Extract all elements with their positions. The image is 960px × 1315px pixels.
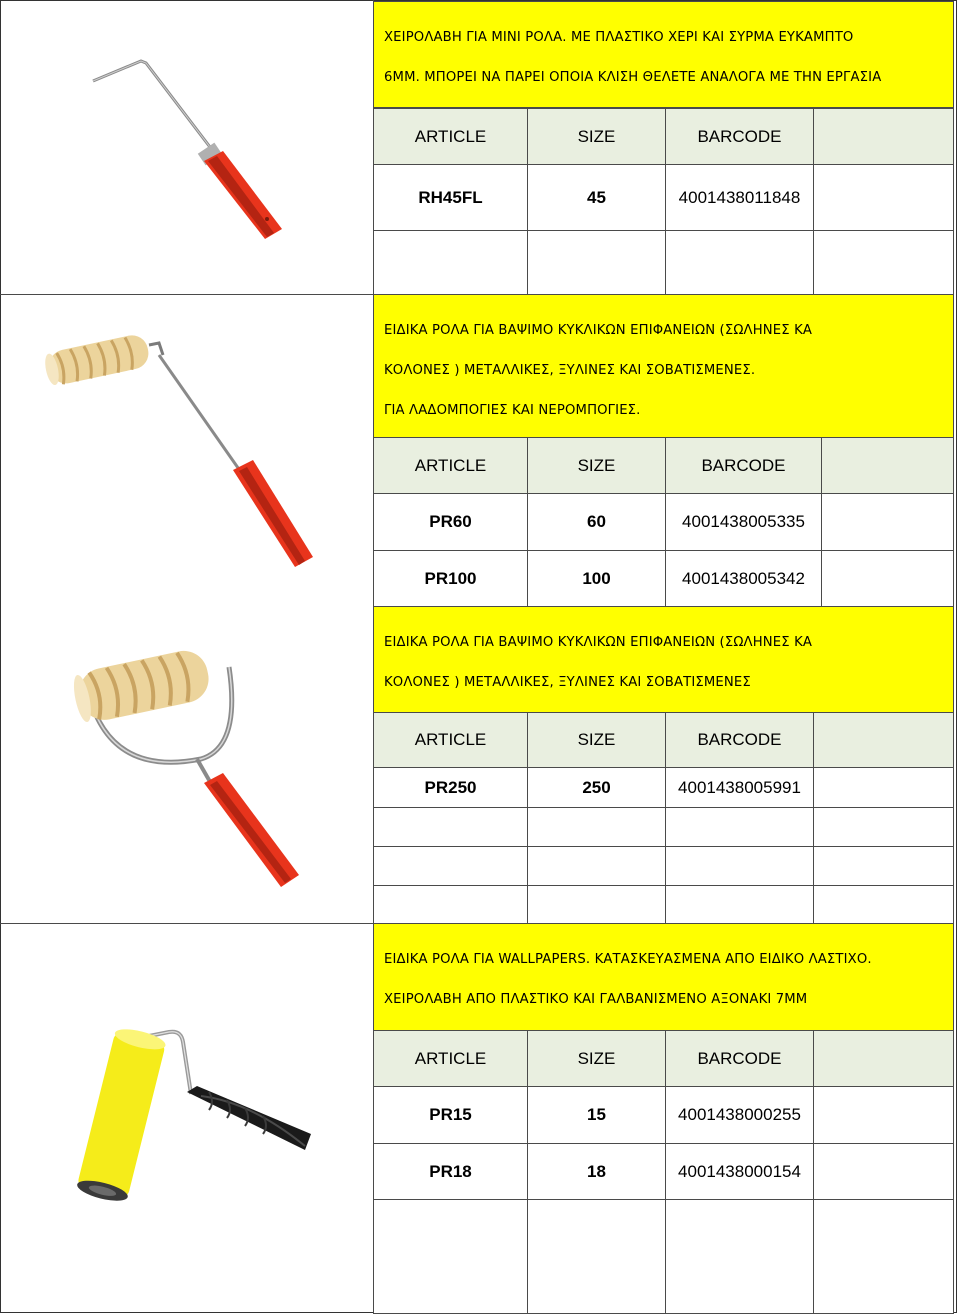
- product-image-cell: [1, 295, 373, 606]
- cell-empty: [527, 230, 666, 295]
- description-line: ΕΙΔΙΚΑ ΡΟΛΑ ΓΙΑ ΒΑΨΙΜΟ ΚΥΚΛΙΚΩΝ ΕΠΙΦΑΝΕΙΩΝ (ΣΩΛΗΝΕΣ ΚΑ: [384, 635, 813, 650]
- cell-empty: [373, 885, 528, 924]
- description-line: ΕΙΔΙΚΑ ΡΟΛΑ ΓΙΑ ΒΑΨΙΜΟ ΚΥΚΛΙΚΩΝ ΕΠΙΦΑΝΕΙΩΝ (ΣΩΛΗΝΕΣ ΚΑ: [384, 323, 813, 338]
- cell-empty: [527, 846, 666, 886]
- product-image-cell: [1, 1, 373, 294]
- description-line: ΧΕΙΡΟΛΑΒΗ ΓΙΑ ΜΙΝΙ ΡΟΛΑ. ΜΕ ΠΛΑΣΤΙΚΟ ΧΕΡΙ ΚΑΙ ΣΥΡΜΑ ΕΥΚΑΜΠΤΟ: [384, 30, 854, 45]
- cell-article: PR18: [373, 1143, 528, 1200]
- product-image-cell: [1, 924, 373, 1312]
- header-size: SIZE: [527, 1030, 666, 1087]
- cell-barcode: 4001438005342: [665, 550, 822, 607]
- header-empty: [821, 437, 954, 494]
- cell-barcode: 4001438000255: [665, 1086, 814, 1144]
- header-article: ARTICLE: [373, 712, 528, 768]
- cell-empty: [821, 493, 954, 551]
- cell-size: 45: [527, 164, 666, 231]
- cell-size: 250: [527, 767, 666, 808]
- cell-empty: [665, 846, 814, 886]
- cell-empty: [813, 885, 954, 924]
- cell-empty: [821, 550, 954, 607]
- product-description: [373, 294, 954, 438]
- cell-empty: [527, 1199, 666, 1314]
- pipe-roller-250-image: [1, 607, 373, 923]
- cell-article: PR250: [373, 767, 528, 808]
- header-article: ARTICLE: [373, 108, 528, 165]
- cell-empty: [665, 230, 814, 295]
- description-line: ΧΕΙΡΟΛΑΒΗ ΑΠΟ ΠΛΑΣΤΙΚΟ ΚΑΙ ΓΑΛΒΑΝΙΣΜΕΝΟ ΑΞΟΝΑΚΙ 7ΜΜ: [384, 992, 808, 1007]
- description-line: ΕΙΔΙΚΑ ΡΟΛΑ ΓΙΑ WALLPAPERS. ΚΑΤΑΣΚΕΥΑΣΜΕΝΑ ΑΠΟ ΕΙΔΙΚΟ ΛΑΣΤΙΧΟ.: [384, 952, 872, 967]
- header-barcode: BARCODE: [665, 437, 822, 494]
- cell-empty: [813, 807, 954, 847]
- cell-empty: [813, 1199, 954, 1314]
- cell-barcode: 4001438005335: [665, 493, 822, 551]
- cell-barcode: 4001438011848: [665, 164, 814, 231]
- cell-article: PR60: [373, 493, 528, 551]
- cell-empty: [373, 846, 528, 886]
- product-description: [373, 606, 954, 713]
- cell-size: 15: [527, 1086, 666, 1144]
- description-line: 6ΜΜ. ΜΠΟΡΕΙ ΝΑ ΠΑΡΕΙ ΟΠΟΙΑ ΚΛΙΣΗ ΘΕΛΕΤΕ ΑΝΑΛΟΓΑ ΜΕ ΤΗΝ ΕΡΓΑΣΙΑ: [384, 70, 882, 85]
- cell-barcode: 4001438000154: [665, 1143, 814, 1200]
- wallpaper-roller-image: [1, 924, 373, 1312]
- header-empty: [813, 1030, 954, 1087]
- description-line: ΚΟΛΟΝΕΣ ) ΜΕΤΑΛΛΙΚΕΣ, ΞΥΛΙΝΕΣ ΚΑΙ ΣΟΒΑΤΙΣΜΕΝΕΣ.: [384, 363, 756, 378]
- cell-empty: [665, 807, 814, 847]
- header-empty: [813, 108, 954, 165]
- product-description: [373, 1, 954, 108]
- cell-empty: [527, 885, 666, 924]
- cell-empty: [665, 885, 814, 924]
- product-image-cell: [1, 607, 373, 923]
- header-size: SIZE: [527, 108, 666, 165]
- roller-handle-wire-image: [1, 1, 373, 294]
- header-size: SIZE: [527, 712, 666, 768]
- cell-empty: [665, 1199, 814, 1314]
- cell-article: PR100: [373, 550, 528, 607]
- header-barcode: BARCODE: [665, 1030, 814, 1087]
- cell-empty: [813, 1086, 954, 1144]
- cell-empty: [373, 807, 528, 847]
- header-empty: [813, 712, 954, 768]
- cell-barcode: 4001438005991: [665, 767, 814, 808]
- cell-article: RH45FL: [373, 164, 528, 231]
- cell-empty: [813, 164, 954, 231]
- description-line: ΚΟΛΟΝΕΣ ) ΜΕΤΑΛΛΙΚΕΣ, ΞΥΛΙΝΕΣ ΚΑΙ ΣΟΒΑΤΙΣΜΕΝΕΣ: [384, 675, 751, 690]
- cell-empty: [813, 767, 954, 808]
- header-size: SIZE: [527, 437, 666, 494]
- header-barcode: BARCODE: [665, 108, 814, 165]
- description-line: ΓΙΑ ΛΑΔΟΜΠΟΓΙΕΣ ΚΑΙ ΝΕΡΟΜΠΟΓΙΕΣ.: [384, 403, 641, 418]
- cell-empty: [527, 807, 666, 847]
- cell-empty: [813, 230, 954, 295]
- cell-size: 100: [527, 550, 666, 607]
- header-article: ARTICLE: [373, 1030, 528, 1087]
- pipe-roller-image: [1, 295, 373, 606]
- header-barcode: BARCODE: [665, 712, 814, 768]
- cell-empty: [373, 230, 528, 295]
- product-description: [373, 923, 954, 1031]
- cell-size: 18: [527, 1143, 666, 1200]
- cell-empty: [813, 846, 954, 886]
- header-article: ARTICLE: [373, 437, 528, 494]
- cell-article: PR15: [373, 1086, 528, 1144]
- cell-size: 60: [527, 493, 666, 551]
- column-divider: [373, 0, 374, 1313]
- cell-empty: [813, 1143, 954, 1200]
- cell-empty: [373, 1199, 528, 1314]
